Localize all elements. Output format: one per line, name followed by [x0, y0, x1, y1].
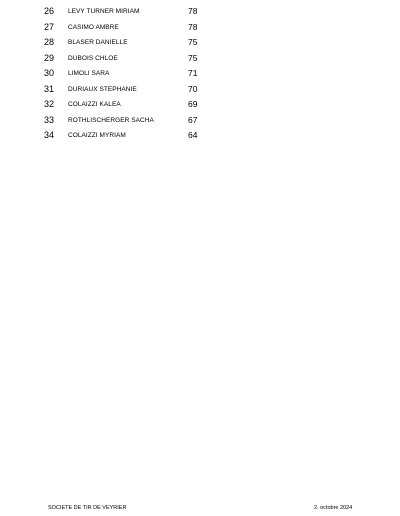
name-cell: DUBOIS CHLOE — [68, 54, 118, 62]
results-table — [0, 4, 400, 144]
rank-cell: 28 — [44, 37, 55, 47]
score-cell: 67 — [188, 114, 198, 125]
table-row — [0, 35, 400, 51]
table-row — [0, 4, 400, 20]
name-cell: BLASER DANIELLE — [68, 39, 128, 46]
rank-cell: 29 — [44, 52, 55, 63]
score-cell: 69 — [188, 99, 198, 109]
score-cell: 78 — [188, 6, 198, 16]
name-cell: LIMOLI SARA — [68, 70, 110, 77]
score-cell: 71 — [188, 68, 198, 78]
table-row — [0, 66, 400, 82]
table-row — [0, 128, 400, 144]
score-cell: 75 — [188, 52, 198, 63]
rank-cell: 31 — [44, 83, 55, 94]
name-cell: LEVY TURNER MIRIAM — [68, 8, 140, 15]
score-cell: 75 — [188, 37, 198, 47]
rank-cell: 33 — [44, 114, 55, 125]
table-row — [0, 113, 400, 129]
table-row — [0, 51, 400, 67]
rank-cell: 27 — [44, 21, 55, 32]
rank-cell: 30 — [44, 68, 55, 78]
name-cell: COLAIZZI KALEA — [68, 101, 121, 108]
rank-cell: 26 — [44, 6, 55, 16]
table-row — [0, 97, 400, 113]
score-cell: 78 — [188, 21, 198, 32]
name-cell: DURIAUX STEPHANIE — [68, 85, 137, 93]
name-cell: COLAIZZI MYRIAM — [68, 132, 126, 139]
rank-cell: 34 — [44, 130, 55, 140]
table-row — [0, 20, 400, 36]
name-cell: ROTHLISCHERGER SACHA — [68, 116, 154, 124]
footer-organization: SOCIETE DE TIR DE VEYRIER — [48, 505, 127, 511]
page-footer — [0, 502, 400, 514]
footer-date: 2. octobre 2024 — [314, 505, 353, 511]
name-cell: CASIMO AMBRE — [68, 23, 119, 31]
table-row — [0, 82, 400, 98]
score-cell: 70 — [188, 83, 198, 94]
score-cell: 64 — [188, 130, 198, 140]
rank-cell: 32 — [44, 99, 55, 109]
